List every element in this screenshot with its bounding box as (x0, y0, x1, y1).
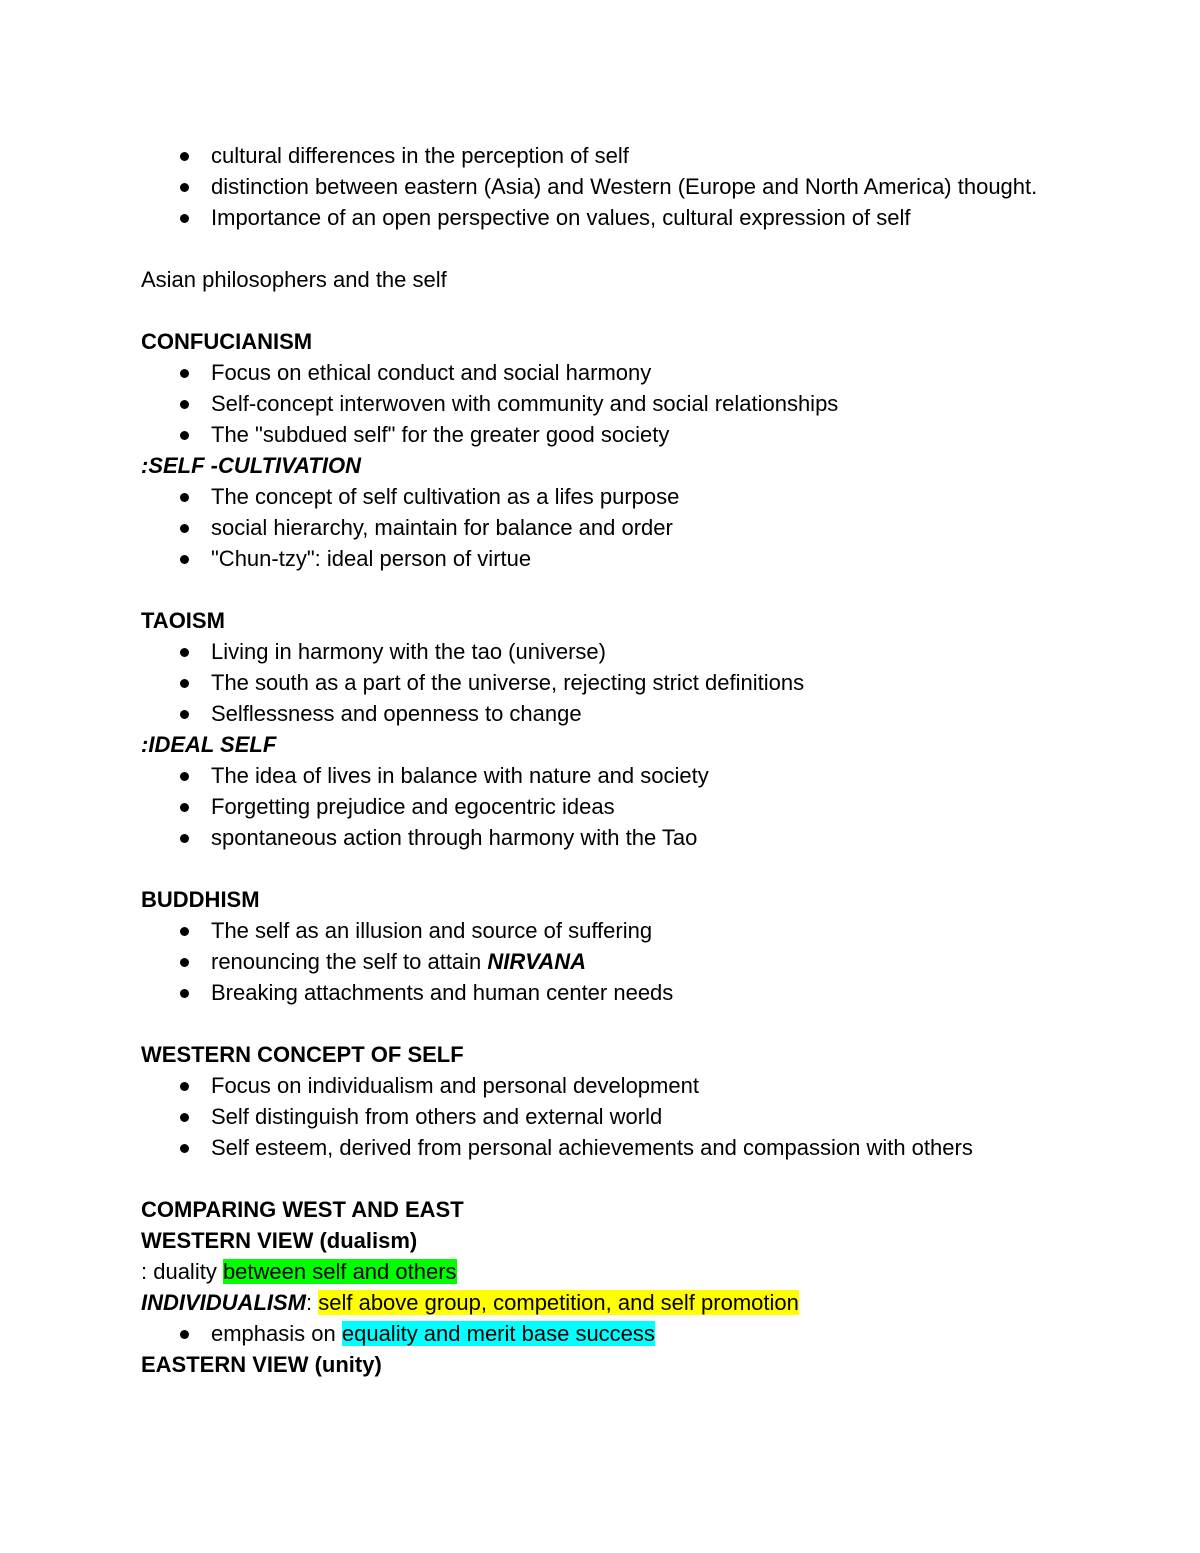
spacer (141, 574, 1061, 605)
list-item-text: Self-concept interwoven with community and social relationships (211, 391, 839, 416)
individualism-colon: : (306, 1290, 319, 1315)
list-item (141, 698, 1061, 729)
document-page (141, 140, 1061, 1380)
spacer (141, 1163, 1061, 1194)
list-item (141, 171, 1061, 202)
list-item (141, 1132, 1061, 1163)
self-cultivation-heading: :SELF -CULTIVATION (141, 453, 361, 478)
list-item-text: The south as a part of the universe, rejecting strict definitions (211, 670, 805, 695)
ideal-self-list (141, 760, 1061, 853)
list-item (141, 140, 1061, 171)
list-item-text: spontaneous action through harmony with the Tao (211, 825, 698, 850)
duality-prefix: : duality (141, 1259, 223, 1284)
list-item-text: Self distinguish from others and external world (211, 1104, 663, 1129)
list-item (141, 636, 1061, 667)
individualism-list (141, 1318, 1061, 1349)
emphasis-prefix: emphasis on (211, 1321, 342, 1346)
list-item (141, 791, 1061, 822)
duality-highlight: between self and others (222, 1259, 457, 1284)
taoism-heading: TAOISM (141, 608, 225, 633)
buddhism-list (141, 915, 1061, 1008)
list-item (141, 822, 1061, 853)
list-item-text: The self as an illusion and source of suffering (211, 918, 653, 943)
list-item (141, 512, 1061, 543)
list-item (141, 388, 1061, 419)
list-item-text: renouncing the self to attain (211, 949, 488, 974)
list-item (141, 481, 1061, 512)
spacer (141, 295, 1061, 326)
list-item (141, 977, 1061, 1008)
list-item-text: Living in harmony with the tao (universe) (211, 639, 606, 664)
list-item-text: "Chun-tzy": ideal person of virtue (211, 546, 532, 571)
nirvana-emphasis: NIRVANA (487, 949, 587, 974)
list-item-text: social hierarchy, maintain for balance and order (211, 515, 673, 540)
buddhism-heading: BUDDHISM (141, 887, 260, 912)
western-concept-list (141, 1070, 1061, 1163)
list-item (141, 1318, 1061, 1349)
individualism-label: INDIVIDUALISM (141, 1290, 306, 1315)
list-item-text: Importance of an open perspective on values, cultural expression of self (211, 205, 911, 230)
list-item (141, 915, 1061, 946)
list-item-text: The concept of self cultivation as a lifes purpose (211, 484, 680, 509)
list-item (141, 543, 1061, 574)
taoism-list (141, 636, 1061, 729)
list-item (141, 946, 1061, 977)
list-item (141, 202, 1061, 233)
list-item (141, 760, 1061, 791)
asian-philosophers-heading: Asian philosophers and the self (141, 267, 447, 292)
emphasis-highlight: equality and merit base success (341, 1321, 655, 1346)
individualism-line (141, 1287, 1061, 1318)
western-concept-heading: WESTERN CONCEPT OF SELF (141, 1042, 464, 1067)
spacer (141, 1008, 1061, 1039)
comparing-heading: COMPARING WEST AND EAST (141, 1197, 464, 1222)
list-item (141, 667, 1061, 698)
list-item-text: The idea of lives in balance with nature and society (211, 763, 709, 788)
self-cultivation-list (141, 481, 1061, 574)
confucianism-list (141, 357, 1061, 450)
list-item-text: cultural differences in the perception of self (211, 143, 629, 168)
list-item (141, 1070, 1061, 1101)
list-item-text: Selflessness and openness to change (211, 701, 582, 726)
spacer (141, 853, 1061, 884)
list-item (141, 1101, 1061, 1132)
list-item-text: distinction between eastern (Asia) and Western (Europe and North America) thought. (211, 174, 1038, 199)
list-item-text: Self esteem, derived from personal achievements and compassion with others (211, 1135, 973, 1160)
spacer (141, 233, 1061, 264)
ideal-self-heading: :IDEAL SELF (141, 732, 277, 757)
western-view-heading: WESTERN VIEW (dualism) (141, 1228, 418, 1253)
confucianism-heading: CONFUCIANISM (141, 329, 313, 354)
list-item-text: Breaking attachments and human center needs (211, 980, 674, 1005)
duality-line (141, 1256, 1061, 1287)
eastern-view-heading: EASTERN VIEW (unity) (141, 1352, 382, 1377)
list-item-text: Focus on ethical conduct and social harmony (211, 360, 652, 385)
intro-list (141, 140, 1061, 233)
list-item-text: Focus on individualism and personal development (211, 1073, 699, 1098)
list-item-text: The "subdued self" for the greater good society (211, 422, 670, 447)
individualism-highlight: self above group, competition, and self promotion (318, 1290, 799, 1315)
list-item (141, 357, 1061, 388)
list-item-text: Forgetting prejudice and egocentric ideas (211, 794, 615, 819)
list-item (141, 419, 1061, 450)
